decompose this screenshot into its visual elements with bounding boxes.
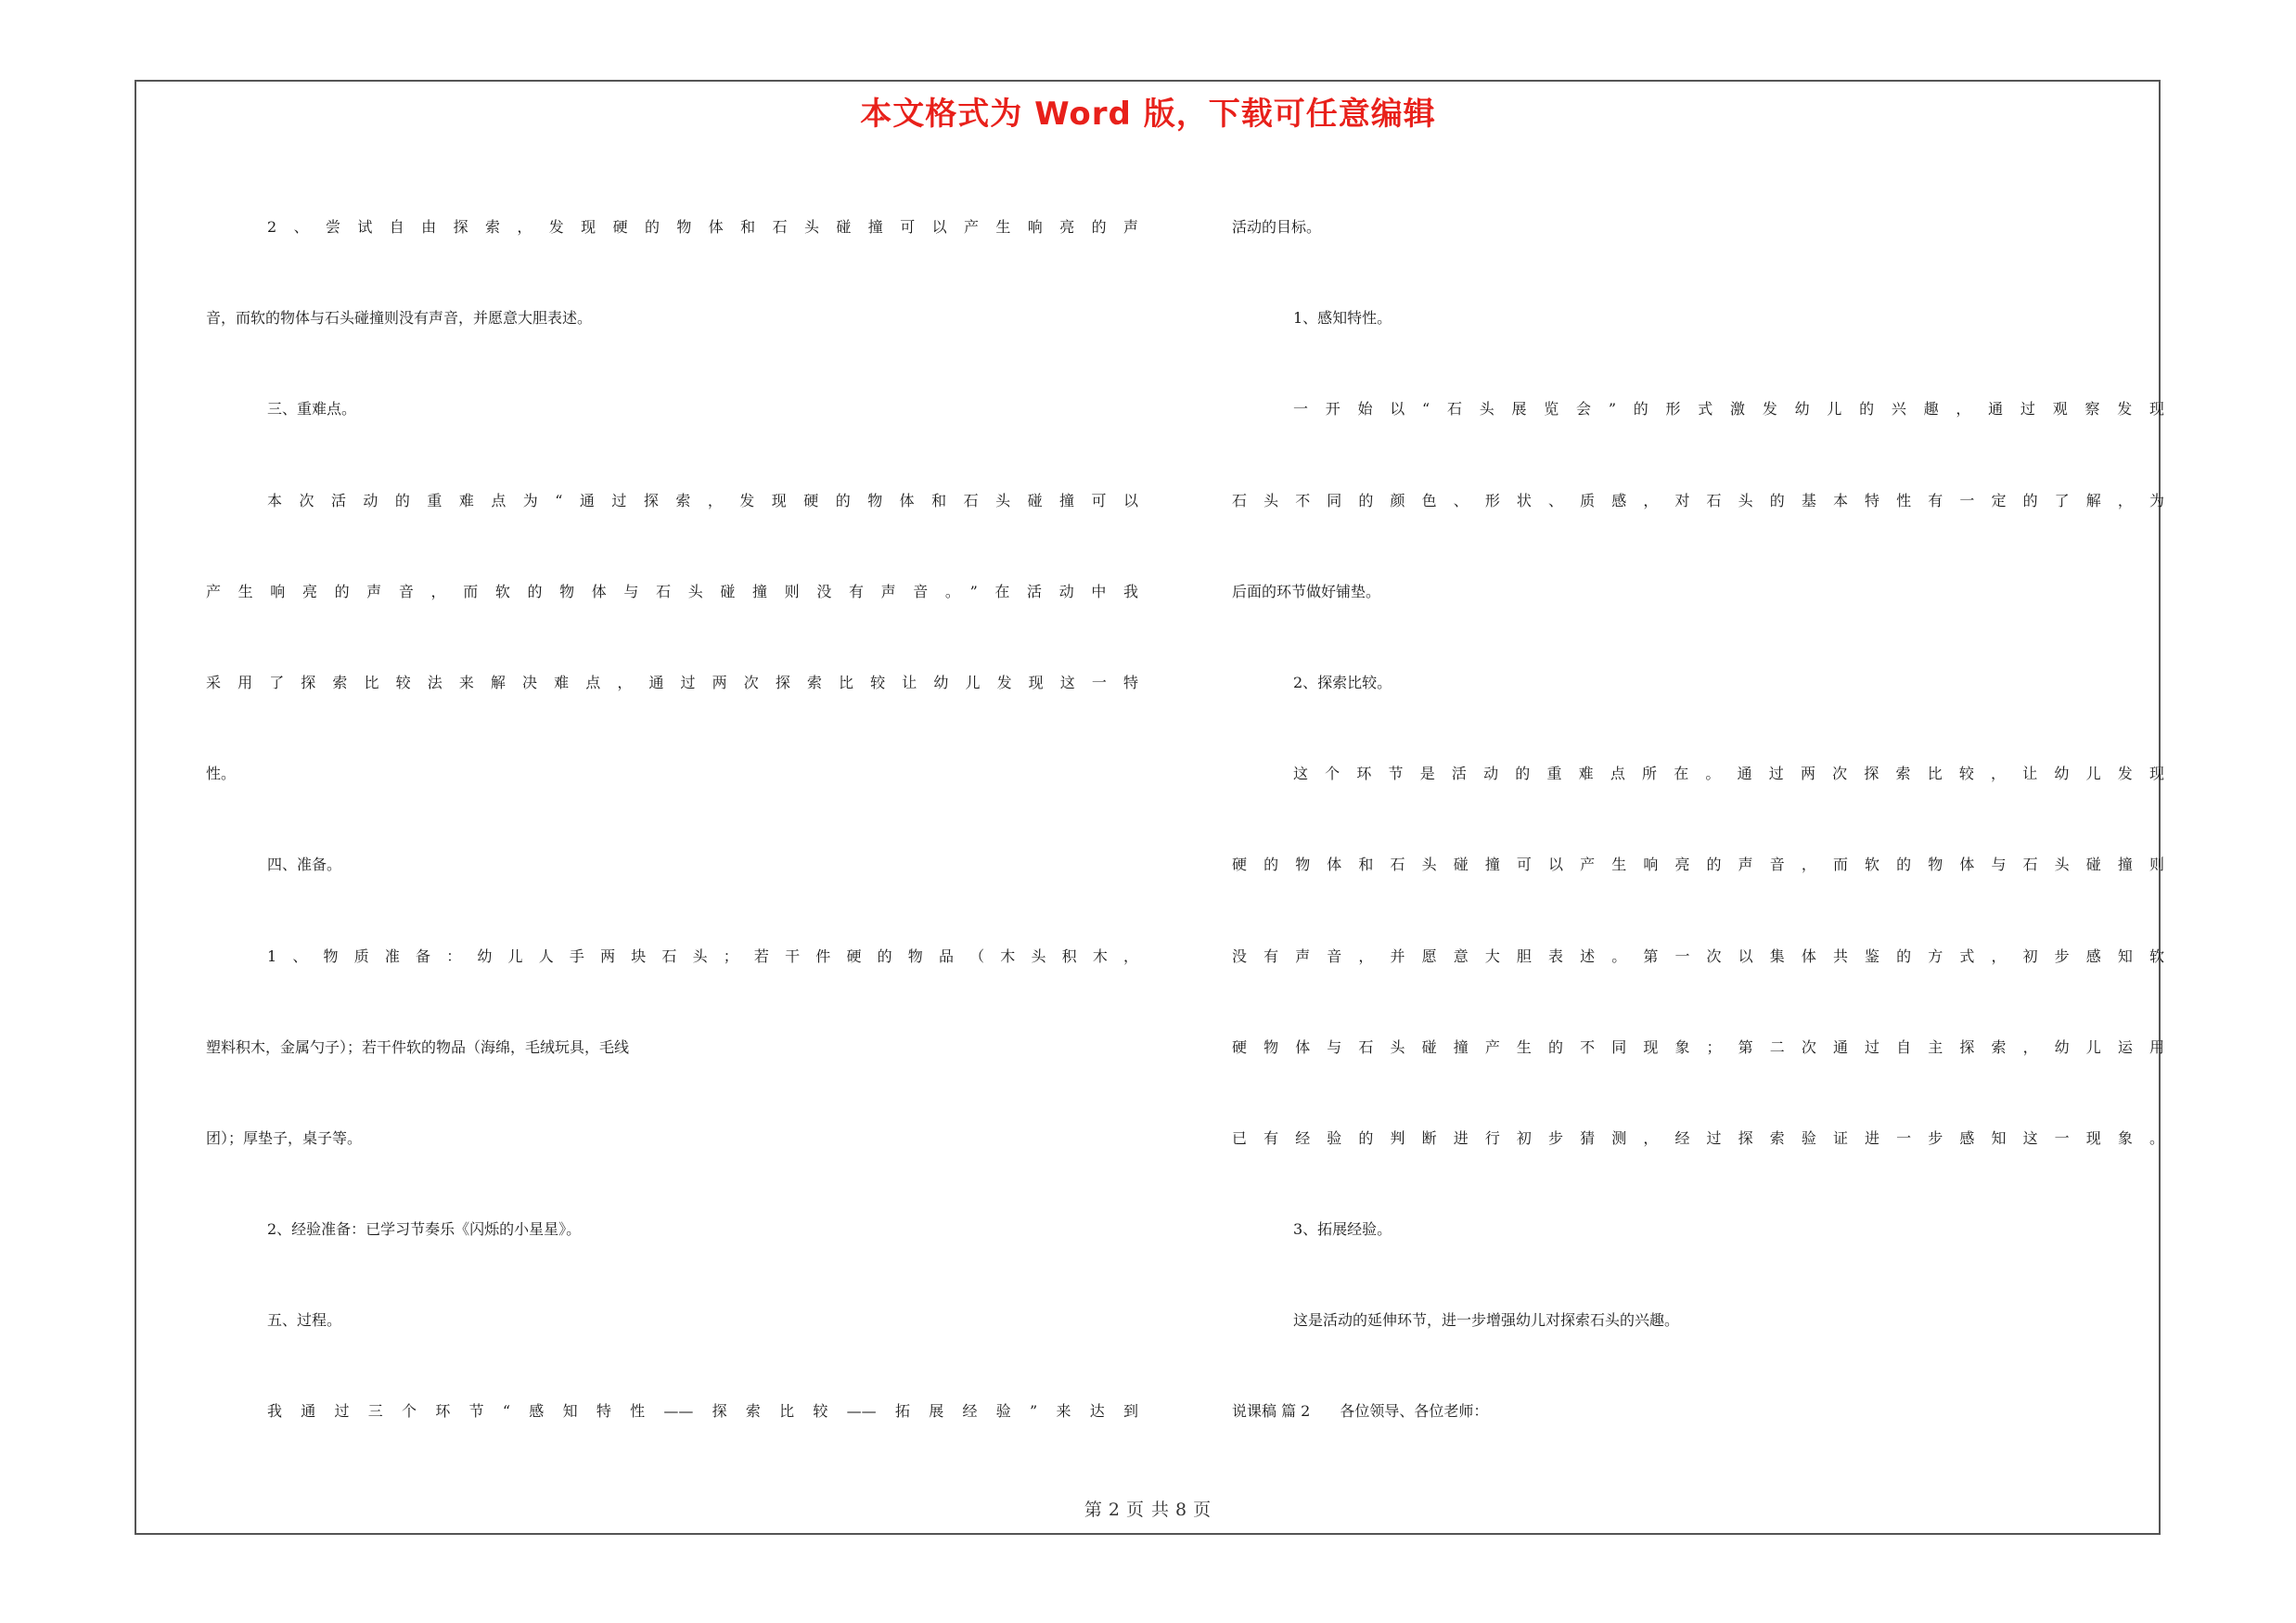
text-line: 我通过三个环节“感知特性——探索比较——拓展经验”来达到 bbox=[267, 1402, 1138, 1421]
footer-prefix: 第 bbox=[1084, 1500, 1103, 1520]
text-line: 1、物质准备：幼儿人手两块石头；若干件硬的物品（木头积木， bbox=[267, 947, 1138, 965]
text-line: 采用了探索比较法来解决难点，通过两次探索比较让幼儿发现这一特 bbox=[206, 673, 1138, 691]
text-line: 四、准备。 bbox=[267, 856, 342, 874]
text-line: 一开始以“石头展览会”的形式激发幼儿的兴趣，通过观察发现 bbox=[1293, 400, 2164, 419]
text-line: 已有经验的判断进行初步猜测，经过探索验证进一步感知这一现象。 bbox=[1232, 1128, 2164, 1147]
right-column bbox=[1232, 182, 2164, 1458]
text-line: 说课稿 篇 2 各位领导、各位老师： bbox=[1232, 1402, 1489, 1421]
text-line: 石头不同的颜色、形状、质感，对石头的基本特性有一定的了解，为 bbox=[1232, 491, 2164, 509]
text-line: 2、探索比较。 bbox=[1293, 673, 1392, 691]
text-line: 三、重难点。 bbox=[267, 400, 357, 419]
text-line: 这个环节是活动的重难点所在。通过两次探索比较，让幼儿发现 bbox=[1293, 765, 2164, 783]
text-line: 2、尝试自由探索，发现硬的物体和石头碰撞可以产生响亮的声 bbox=[267, 218, 1138, 236]
text-line: 这是活动的延伸环节，进一步增强幼儿对探索石头的兴趣。 bbox=[1293, 1311, 1680, 1330]
text-line: 塑料积木，金属勺子）；若干件软的物品（海绵，毛绒玩具，毛线 bbox=[206, 1037, 630, 1056]
footer-total-pages: 8 bbox=[1175, 1500, 1188, 1520]
footer-current-page: 2 bbox=[1108, 1500, 1121, 1520]
text-line: 1、感知特性。 bbox=[1293, 309, 1392, 328]
text-line: 音，而软的物体与石头碰撞则没有声音，并愿意大胆表述。 bbox=[206, 309, 593, 328]
text-line: 产生响亮的声音，而软的物体与石头碰撞则没有声音。”在活动中我 bbox=[206, 582, 1138, 600]
text-line: 后面的环节做好铺垫。 bbox=[1232, 582, 1381, 600]
text-line: 本次活动的重难点为“通过探索，发现硬的物体和石头碰撞可以 bbox=[267, 491, 1138, 509]
footer-mid: 页 共 bbox=[1125, 1500, 1171, 1520]
footer-suffix: 页 bbox=[1193, 1500, 1212, 1520]
left-column bbox=[206, 182, 1138, 1458]
text-line: 2、经验准备：已学习节奏乐《闪烁的小星星》。 bbox=[267, 1220, 582, 1239]
text-line: 五、过程。 bbox=[267, 1311, 342, 1330]
text-line: 硬的物体和石头碰撞可以产生响亮的声音，而软的物体与石头碰撞则 bbox=[1232, 856, 2164, 874]
text-line: 没有声音，并愿意大胆表述。第一次以集体共鉴的方式，初步感知软 bbox=[1232, 947, 2164, 965]
text-line: 性。 bbox=[206, 765, 237, 783]
page-footer bbox=[0, 1496, 2296, 1521]
text-line: 3、拓展经验。 bbox=[1293, 1220, 1392, 1239]
text-line: 活动的目标。 bbox=[1232, 218, 1322, 236]
text-line: 团）；厚垫子，桌子等。 bbox=[206, 1128, 363, 1147]
text-line: 硬物体与石头碰撞产生的不同现象；第二次通过自主探索，幼儿运用 bbox=[1232, 1037, 2164, 1056]
format-banner: 本文格式为 Word 版，下载可任意编辑 bbox=[860, 96, 1436, 133]
